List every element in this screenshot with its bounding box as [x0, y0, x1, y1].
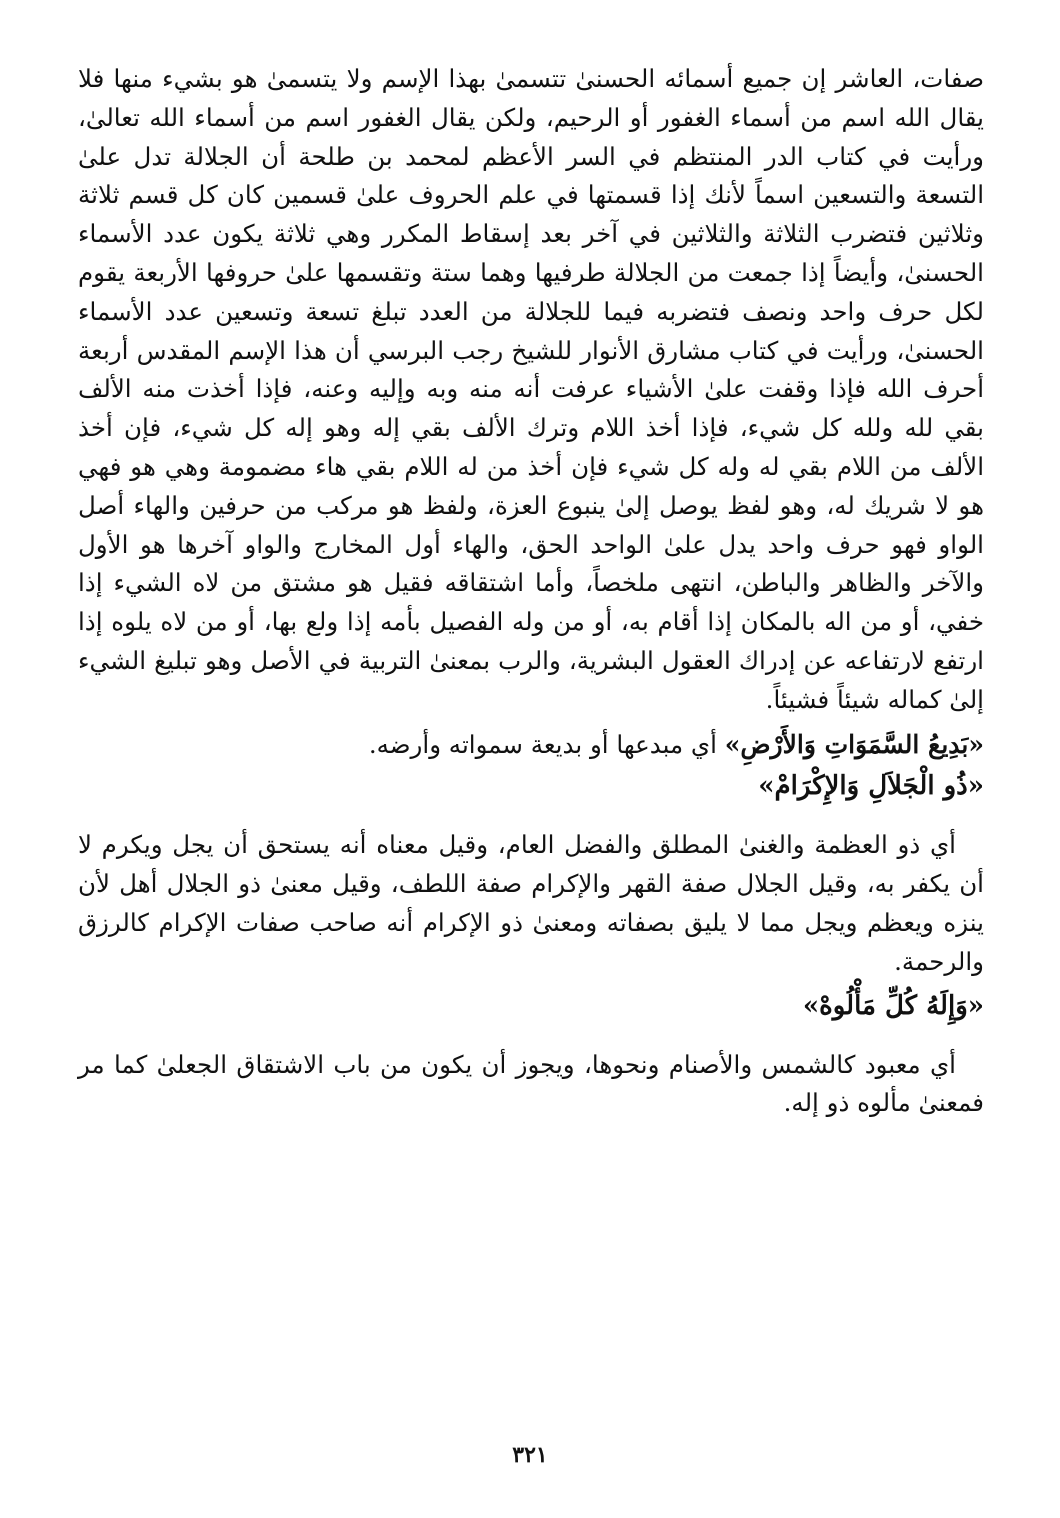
paragraph-dhul-jalal: أي ذو العظمة والغنىٰ المطلق والفضل العام، وقيل معناه أنه يستحق أن يجل ويكرم لا أن يكفر به، وقيل الجلال صفة القهر والإكرام صفة اللطف، وقيل معنىٰ ذو الجلال أهل لأن ينزه ويعظم ويجل مما لا يليق بصفاته ومعنىٰ ذو الإكرام أنه صاحب صفات الإكرام كالرزق والرحمة. [78, 830, 984, 976]
spacer [78, 806, 984, 826]
page-number: ٣٢١ [512, 1442, 548, 1468]
heading-ilahu-kulli-malouh: «وَإِلَهُ كُلِّ مَأْلُوهْ» [802, 990, 984, 1021]
page-body [78, 60, 984, 1123]
verse-gloss-badi: أي مبدعها أو بديعة سمواته وأرضه. [368, 729, 725, 759]
spacer [78, 1026, 984, 1046]
paragraph-malouh: أي معبود كالشمس والأصنام ونحوها، ويجوز أن يكون من باب الاشتقاق الجعلىٰ كما مر فمعنىٰ مألوه ذو إله. [78, 1049, 984, 1118]
heading-dhul-jalal: «ذُو الْجَلاَلِ وَالإِكْرَامْ» [758, 771, 984, 802]
verse-line-badi [78, 726, 984, 765]
quran-quote-badi: «بَدِيعُ السَّمَوَاتِ وَالأَرْضِ» [724, 729, 984, 759]
paragraph-intro: صفات، العاشر إن جميع أسمائه الحسنىٰ تتسمىٰ بهذا الإسم ولا يتسمىٰ هو بشيء منها فلا يقال الله اسم من أسماء الغفور أو الرحيم، ولكن يقال الغفور اسم من أسماء الله تعالىٰ، ورأيت في كتاب الدر المنتظم في السر الأعظم لمحمد بن طلحة أن الجلالة تدل علىٰ التسعة والتسعين اسماً لأنك إذا قسمتها في علم الحروف علىٰ قسمين كان كل قسم ثلاثة وثلاثين فتضرب الثلاثة والثلاثين في آخر بعد إسقاط المكرر وهي ثلاثة يكون عدد الأسماء الحسنىٰ، وأيضاً إذا جمعت من الجلالة طرفيها وهما ستة وتقسمها علىٰ حروفها الأربعة يقوم لكل حرف واحد ونصف فتضربه فيما للجلالة من العدد تبلغ تسعة وتسعين عدد الأسماء الحسنىٰ، ورأيت في كتاب مشارق الأنوار للشيخ رجب البرسي أن هذا الإسم المقدس أربعة أحرف الله فإذا وقفت علىٰ الأشياء عرفت أنه منه وبه وإليه وعنه، فإذا أخذت منه الألف بقي لله ولله كل شيء، فإذا أخذ اللام وترك الألف بقي إله وهو إله كل شيء، فإن أخذ الألف من اللام بقي له وله كل شيء فإن أخذ من له اللام بقي هاء مضمومة وهي هو فهي هو لا شريك له، وهو لفظ يوصل إلىٰ ينبوع العزة، ولفظ هو مركب من حرفين والهاء أصل الواو فهو حرف واحد يدل علىٰ الواحد الحق، والهاء أول المخارج والواو آخرها هو الأول والآخر والظاهر والباطن، انتهى ملخصاً، وأما اشتقاقه فقيل هو مشتق من لاه الشيء إذا خفي، أو من اله بالمكان إذا أقام به، أو من وله الفصيل بأمه إذا ولع بها، أو من لاه يلوه إذا ارتفع لارتفاعه عن إدراك العقول البشرية، والرب بمعنىٰ التربية في الأصل وهو تبليغ الشيء إلىٰ كماله شيئاً فشيئاً. [78, 64, 984, 714]
